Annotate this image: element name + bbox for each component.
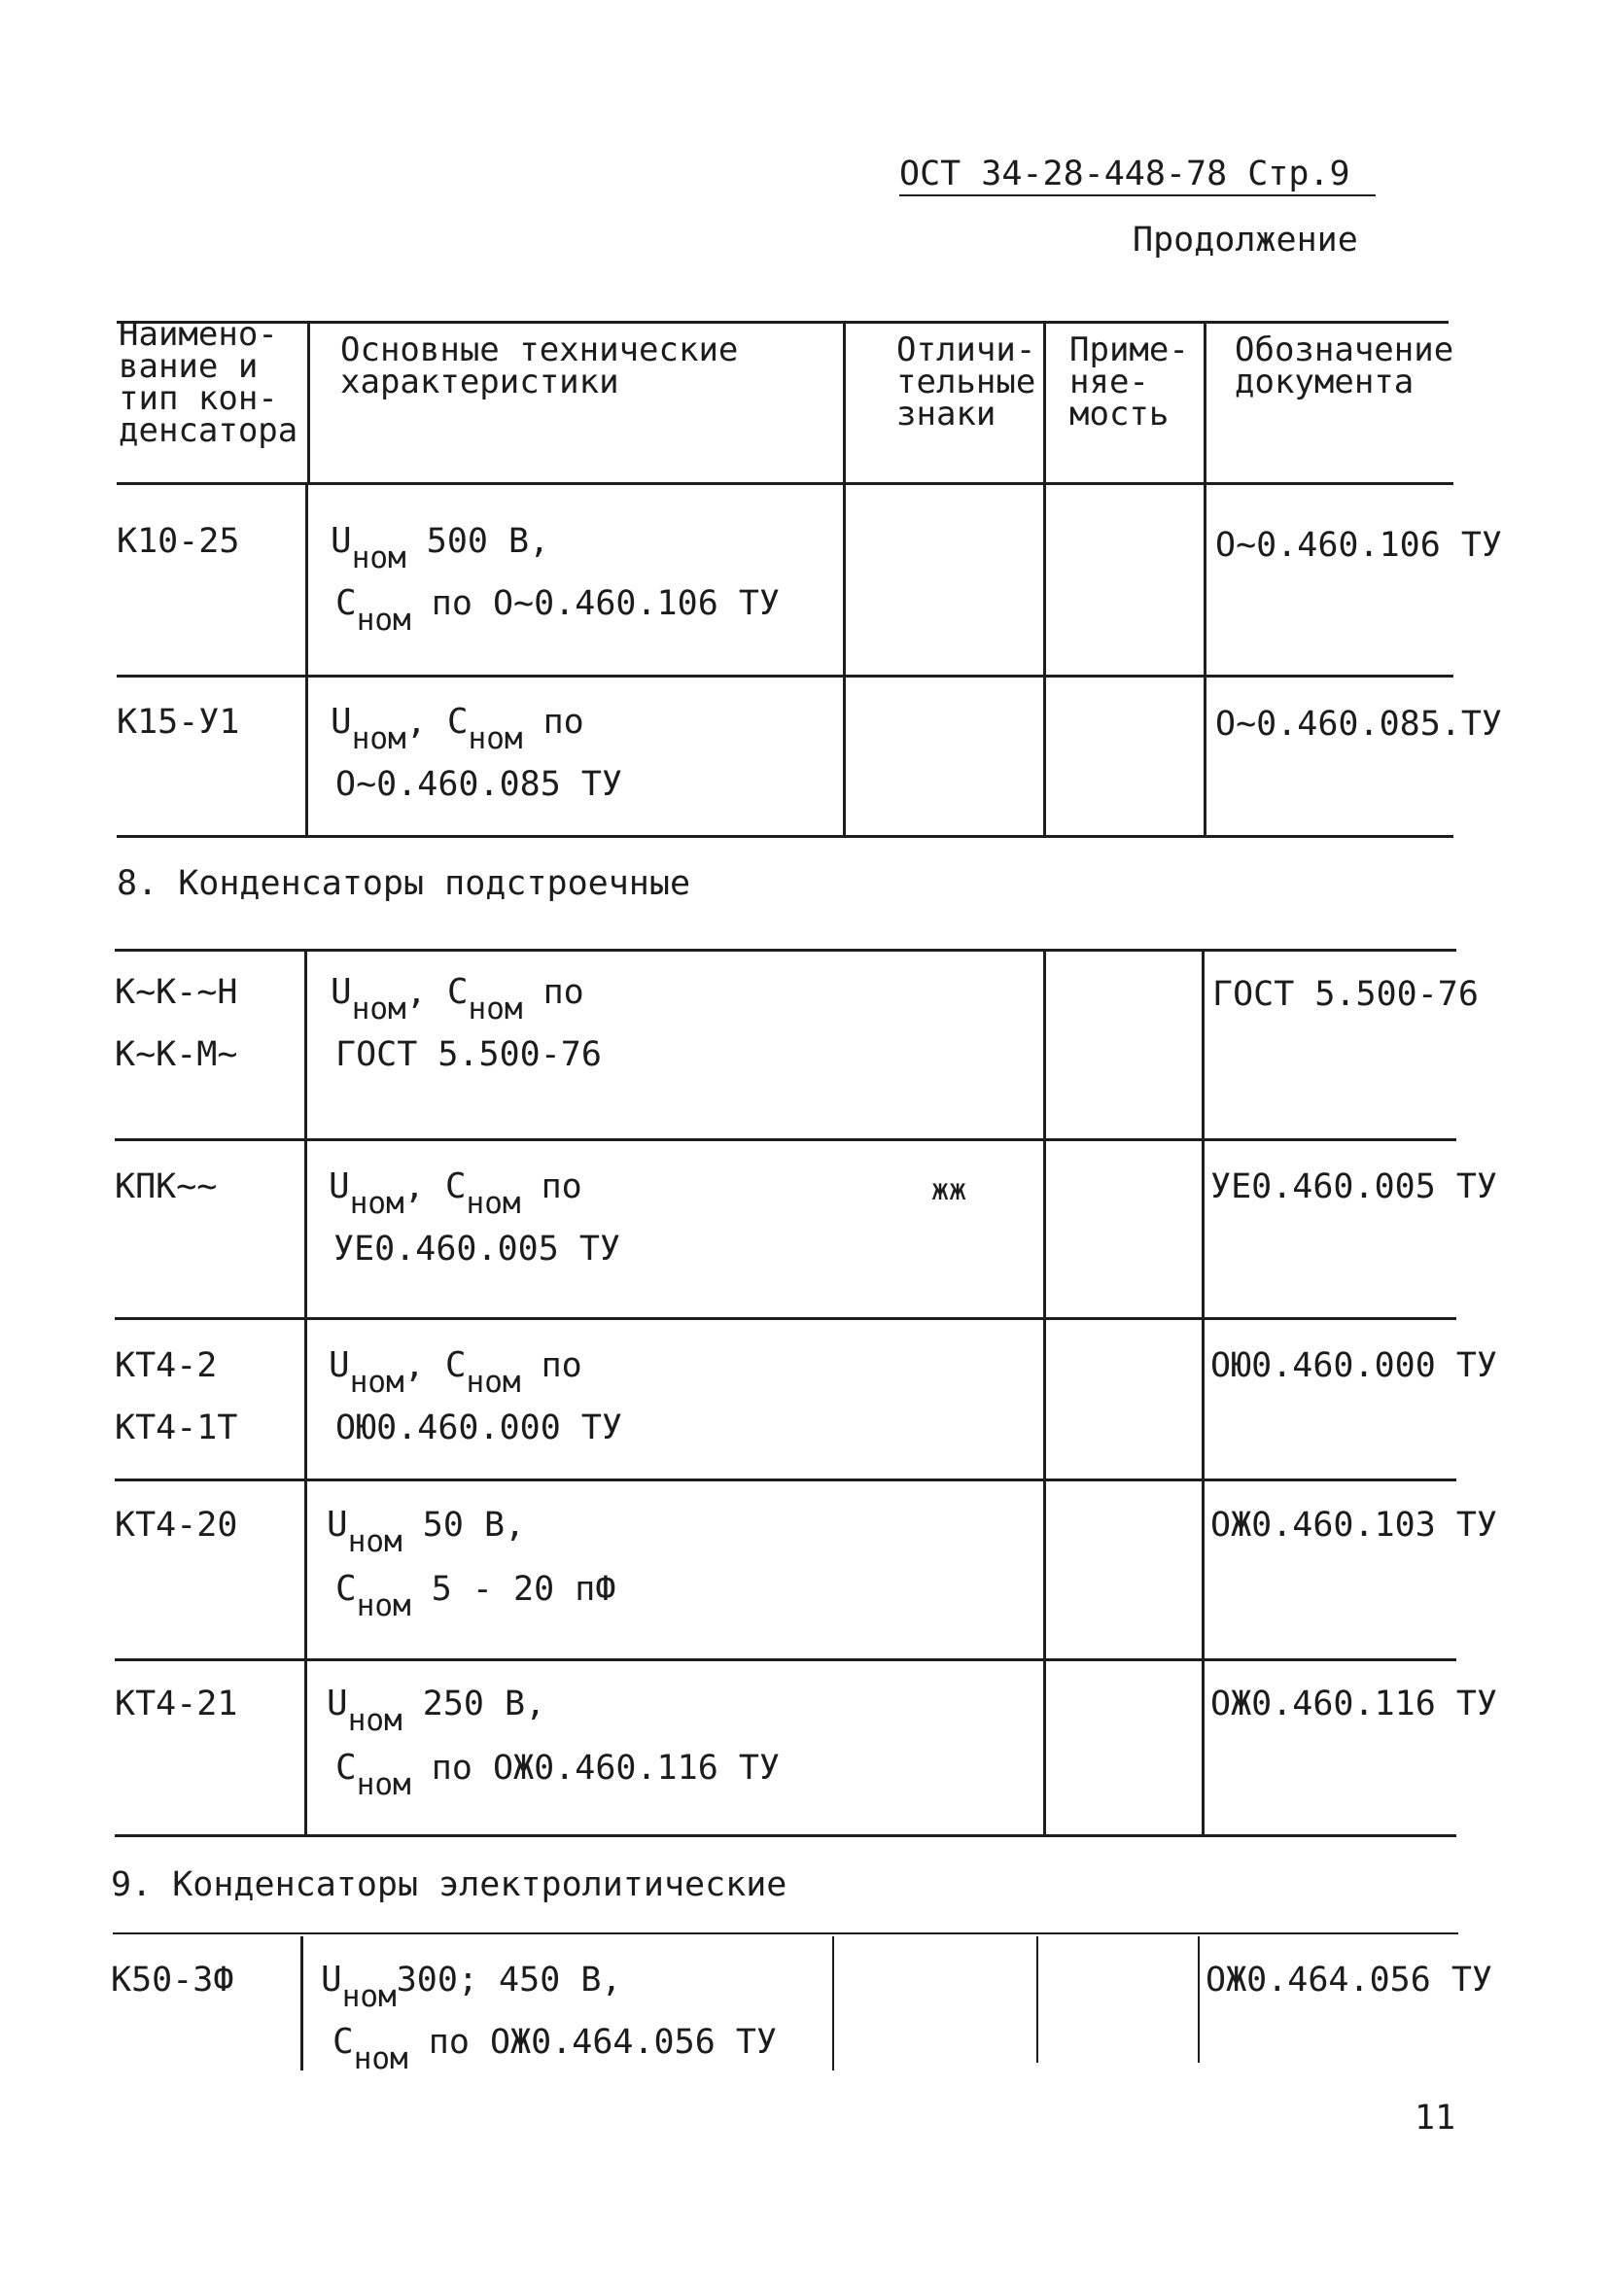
column-divider (832, 1936, 834, 2070)
capacitance-spec: Cном 5 - 20 пФ (335, 1569, 616, 1623)
rated-values: Uном, Cном по (331, 702, 584, 756)
capacitor-name: КТ4-2 (115, 1346, 218, 1385)
column-divider (300, 1936, 303, 2070)
column-divider (307, 323, 310, 484)
capacitor-name: К~К-М~ (115, 1035, 238, 1074)
specification-ref: УЕ0.460.005 ТУ (333, 1230, 621, 1269)
column-divider (304, 951, 307, 1836)
table-bottom-rule (115, 1834, 1456, 1837)
specification-ref: ГОСТ 5.500-76 (335, 1035, 602, 1074)
capacitor-name: КТ4-21 (115, 1685, 238, 1723)
capacitance-spec: Cном по ОЖ0.460.116 ТУ (335, 1748, 780, 1802)
capacitor-name: КПК~~ (115, 1167, 218, 1206)
column-divider (843, 323, 846, 837)
rated-values: Uном, Cном по (329, 1166, 582, 1221)
column-divider (1043, 951, 1046, 1836)
column-divider (1036, 1936, 1038, 2063)
voltage-spec: Uном 250 В, (327, 1684, 546, 1738)
document-code: ОЖ0.464.056 ТУ (1206, 1961, 1493, 2000)
document-code: УЕ0.460.005 ТУ (1210, 1167, 1498, 1206)
column-divider (1198, 1936, 1200, 2063)
row-divider (115, 1478, 1456, 1481)
header-marks: Отличи- тельные знаки (896, 330, 1036, 434)
table-top-rule (115, 949, 1456, 952)
row-divider (115, 1658, 1456, 1661)
section-title: 8. Конденсаторы подстроечные (117, 864, 691, 903)
document-code: О~0.460.085.ТУ (1215, 705, 1503, 744)
row-divider (115, 1317, 1456, 1320)
voltage-spec: Uном 500 В, (331, 521, 550, 575)
document-code: ГОСТ 5.500-76 (1212, 975, 1479, 1014)
capacitor-name: К50-3Ф (111, 1961, 234, 2000)
capacitor-name: КТ4-1Т (115, 1409, 238, 1447)
rated-values: Uном, Cном по (331, 972, 584, 1026)
capacitance-spec: Cном по ОЖ0.464.056 ТУ (332, 2022, 777, 2076)
table-top-rule (117, 321, 1449, 324)
specification-ref: О~0.460.085 ТУ (335, 765, 623, 804)
document-reference: ОСТ 34-28-448-78 Стр.9 (899, 155, 1350, 193)
row-divider (117, 675, 1453, 678)
document-code: ОЖ0.460.116 ТУ (1210, 1685, 1498, 1723)
voltage-spec: Uном 50 В, (327, 1505, 526, 1559)
voltage-spec: Uном300; 450 В, (321, 1960, 622, 2014)
header-document: Обозначение документа (1235, 330, 1454, 401)
column-divider (1043, 323, 1046, 837)
header-applicability: Приме- няе- мость (1069, 330, 1189, 434)
column-divider (305, 484, 308, 837)
page-number: 11 (1415, 2099, 1456, 2138)
table-top-rule (113, 1932, 1458, 1934)
specification-ref: ОЮ0.460.000 ТУ (335, 1409, 623, 1447)
header-name-type: Наимено- вание и тип кон- денсатора (119, 315, 298, 450)
header-bottom-rule (117, 482, 1453, 485)
document-code: О~0.460.106 ТУ (1215, 526, 1503, 565)
document-reference-underline (899, 194, 1376, 196)
row-divider (115, 1138, 1456, 1141)
header-characteristics: Основные технические характеристики (340, 330, 739, 401)
capacitor-name: К15-У1 (117, 703, 240, 742)
table-bottom-rule (117, 835, 1453, 838)
continuation-label: Продолжение (1133, 221, 1358, 260)
capacitance-spec: Cном по О~0.460.106 ТУ (335, 583, 780, 638)
section-title: 9. Конденсаторы электролитические (111, 1865, 787, 1904)
capacitor-name: К~К-~Н (115, 973, 238, 1012)
document-code: ОЮ0.460.000 ТУ (1210, 1346, 1498, 1385)
rated-values: Uном, Cном по (329, 1345, 582, 1400)
capacitor-name: КТ4-20 (115, 1506, 238, 1545)
column-divider (1202, 951, 1205, 1836)
document-code: ОЖ0.460.103 ТУ (1210, 1506, 1498, 1545)
distinguishing-mark: жж (931, 1173, 967, 1207)
capacitor-name: К10-25 (117, 522, 240, 561)
column-divider (1204, 323, 1206, 837)
